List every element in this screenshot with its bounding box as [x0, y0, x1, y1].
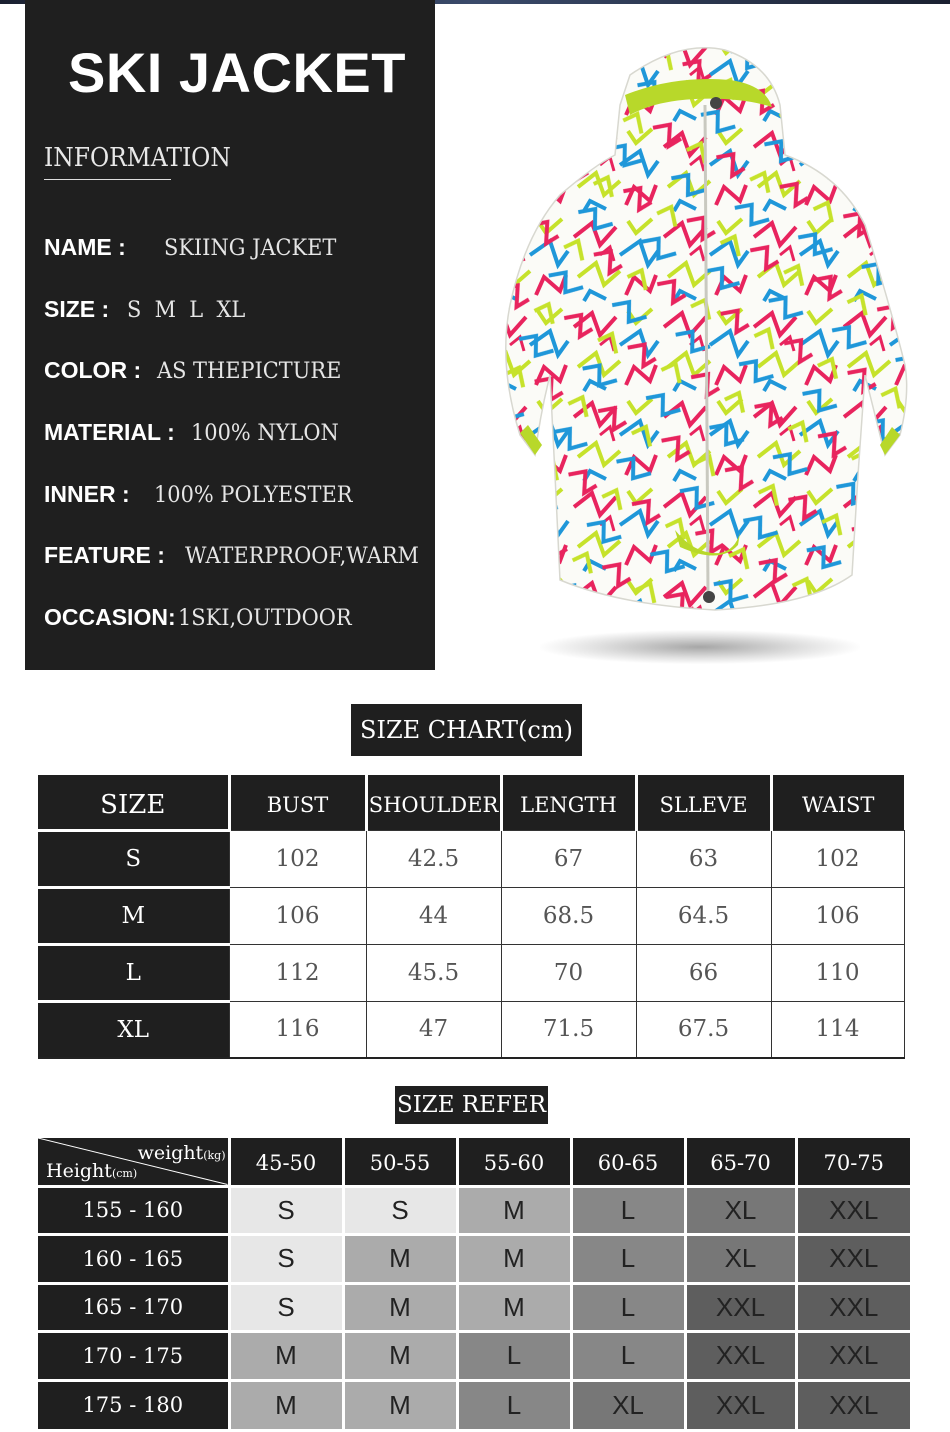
table-row	[38, 830, 904, 887]
info-label: OCCASION:	[44, 604, 176, 630]
recommended-size-cell: XL	[685, 1235, 796, 1284]
sleeve-cell: 67.5	[636, 1001, 771, 1058]
patterned-ski-jacket-image	[480, 35, 920, 675]
recommended-size-cell: XXL	[685, 1380, 796, 1429]
shoulder-cell: 45.5	[366, 944, 501, 1001]
weight-column-header: 55-60	[457, 1138, 571, 1186]
waist-cell: 114	[771, 1001, 904, 1058]
recommended-size-cell: L	[571, 1332, 685, 1381]
recommended-size-cell: M	[457, 1186, 571, 1235]
height-range-cell: 175 - 180	[38, 1380, 229, 1429]
size-cell: M	[38, 887, 229, 944]
jacket-shadow	[540, 630, 860, 664]
weight-column-header: 50-55	[343, 1138, 457, 1186]
weight-column-header: 65-70	[685, 1138, 796, 1186]
sleeve-cell: 64.5	[636, 887, 771, 944]
recommended-size-cell: XL	[571, 1380, 685, 1429]
info-value: 1SKI,OUTDOOR	[177, 606, 352, 631]
recommended-size-cell: L	[457, 1380, 571, 1429]
column-header-waist: WAIST	[771, 775, 904, 830]
product-info-panel	[25, 0, 435, 670]
recommended-size-cell: XXL	[685, 1283, 796, 1332]
info-row-material	[44, 415, 346, 449]
waist-cell: 106	[771, 887, 904, 944]
recommended-size-cell: M	[457, 1283, 571, 1332]
info-label: MATERIAL :	[44, 419, 175, 445]
weight-column-header: 60-65	[571, 1138, 685, 1186]
weight-column-header: 70-75	[796, 1138, 910, 1186]
info-row-name	[44, 230, 345, 264]
info-label: SIZE :	[44, 296, 110, 322]
recommended-size-cell: XXL	[685, 1332, 796, 1381]
bust-cell: 112	[229, 944, 366, 1001]
length-cell: 70	[501, 944, 636, 1001]
info-value: 100% NYLON	[190, 421, 339, 446]
height-range-cell: 155 - 160	[38, 1186, 229, 1235]
column-header-bust: BUST	[229, 775, 366, 830]
size-chart-table	[38, 775, 905, 1059]
recommended-size-cell: S	[343, 1186, 457, 1235]
recommended-size-cell: XL	[685, 1186, 796, 1235]
table-row	[38, 944, 904, 1001]
recommended-size-cell: XXL	[796, 1283, 910, 1332]
recommended-size-cell: L	[457, 1332, 571, 1381]
column-header-size: SIZE	[38, 775, 229, 830]
info-row-size	[44, 292, 252, 326]
info-label: FEATURE :	[44, 542, 165, 568]
info-label: COLOR :	[44, 357, 142, 383]
weight-column-header: 45-50	[229, 1138, 343, 1186]
table-row	[38, 887, 904, 944]
table-row	[38, 1332, 910, 1381]
size-chart-title: SIZE CHART(cm)	[351, 704, 582, 756]
recommended-size-cell: S	[229, 1283, 343, 1332]
bust-cell: 116	[229, 1001, 366, 1058]
recommended-size-cell: L	[571, 1186, 685, 1235]
weight-axis-label: weight(kg)	[137, 1142, 226, 1164]
info-value: AS THEPICTURE	[157, 359, 342, 384]
size-refer-header-row	[38, 1138, 910, 1186]
subtitle-underline	[44, 179, 171, 180]
size-refer-table	[38, 1138, 910, 1429]
sleeve-cell: 66	[636, 944, 771, 1001]
recommended-size-cell: L	[571, 1283, 685, 1332]
height-weight-corner-cell	[38, 1138, 229, 1186]
info-value: 100% POLYESTER	[153, 483, 353, 508]
table-row	[38, 1380, 910, 1429]
bust-cell: 106	[229, 887, 366, 944]
recommended-size-cell: XXL	[796, 1380, 910, 1429]
info-subtitle: INFORMATION	[44, 143, 231, 173]
height-range-cell: 160 - 165	[38, 1235, 229, 1284]
info-value: S M L XL	[127, 298, 246, 323]
info-row-color	[44, 353, 351, 387]
size-cell: L	[38, 944, 229, 1001]
recommended-size-cell: XXL	[796, 1332, 910, 1381]
recommended-size-cell: M	[229, 1380, 343, 1429]
info-value: WATERPROOF,WARM	[184, 544, 419, 569]
length-cell: 68.5	[501, 887, 636, 944]
recommended-size-cell: XXL	[796, 1186, 910, 1235]
size-cell: XL	[38, 1001, 229, 1058]
table-row	[38, 1186, 910, 1235]
table-row	[38, 1283, 910, 1332]
info-row-occasion	[44, 600, 360, 634]
info-row-feature	[44, 538, 431, 572]
height-axis-label: Height(cm)	[46, 1159, 138, 1182]
recommended-size-cell: M	[229, 1332, 343, 1381]
shoulder-cell: 42.5	[366, 830, 501, 887]
recommended-size-cell: XXL	[796, 1235, 910, 1284]
info-row-inner	[44, 477, 363, 511]
recommended-size-cell: M	[343, 1332, 457, 1381]
recommended-size-cell: L	[571, 1235, 685, 1284]
shoulder-cell: 47	[366, 1001, 501, 1058]
size-refer-title: SIZE REFER	[395, 1086, 548, 1124]
sleeve-cell: 63	[636, 830, 771, 887]
waist-cell: 110	[771, 944, 904, 1001]
table-row	[38, 1235, 910, 1284]
column-header-shoulder: SHOULDER	[366, 775, 501, 830]
height-range-cell: 165 - 170	[38, 1283, 229, 1332]
recommended-size-cell: M	[343, 1235, 457, 1284]
jacket-illustration	[480, 35, 920, 635]
bust-cell: 102	[229, 830, 366, 887]
column-header-sleeve: SLLEVE	[636, 775, 771, 830]
info-label: INNER :	[44, 481, 130, 507]
recommended-size-cell: S	[229, 1186, 343, 1235]
shoulder-cell: 44	[366, 887, 501, 944]
info-value: SKIING JACKET	[163, 236, 337, 261]
recommended-size-cell: S	[229, 1235, 343, 1284]
recommended-size-cell: M	[457, 1235, 571, 1284]
product-title: SKI JACKET	[68, 41, 406, 104]
height-range-cell: 170 - 175	[38, 1332, 229, 1381]
info-label: NAME :	[44, 234, 126, 260]
waist-cell: 102	[771, 830, 904, 887]
recommended-size-cell: M	[343, 1380, 457, 1429]
column-header-length: LENGTH	[501, 775, 636, 830]
size-cell: S	[38, 830, 229, 887]
length-cell: 67	[501, 830, 636, 887]
recommended-size-cell: M	[343, 1283, 457, 1332]
length-cell: 71.5	[501, 1001, 636, 1058]
table-row	[38, 1001, 904, 1058]
size-chart-header-row	[38, 775, 904, 830]
